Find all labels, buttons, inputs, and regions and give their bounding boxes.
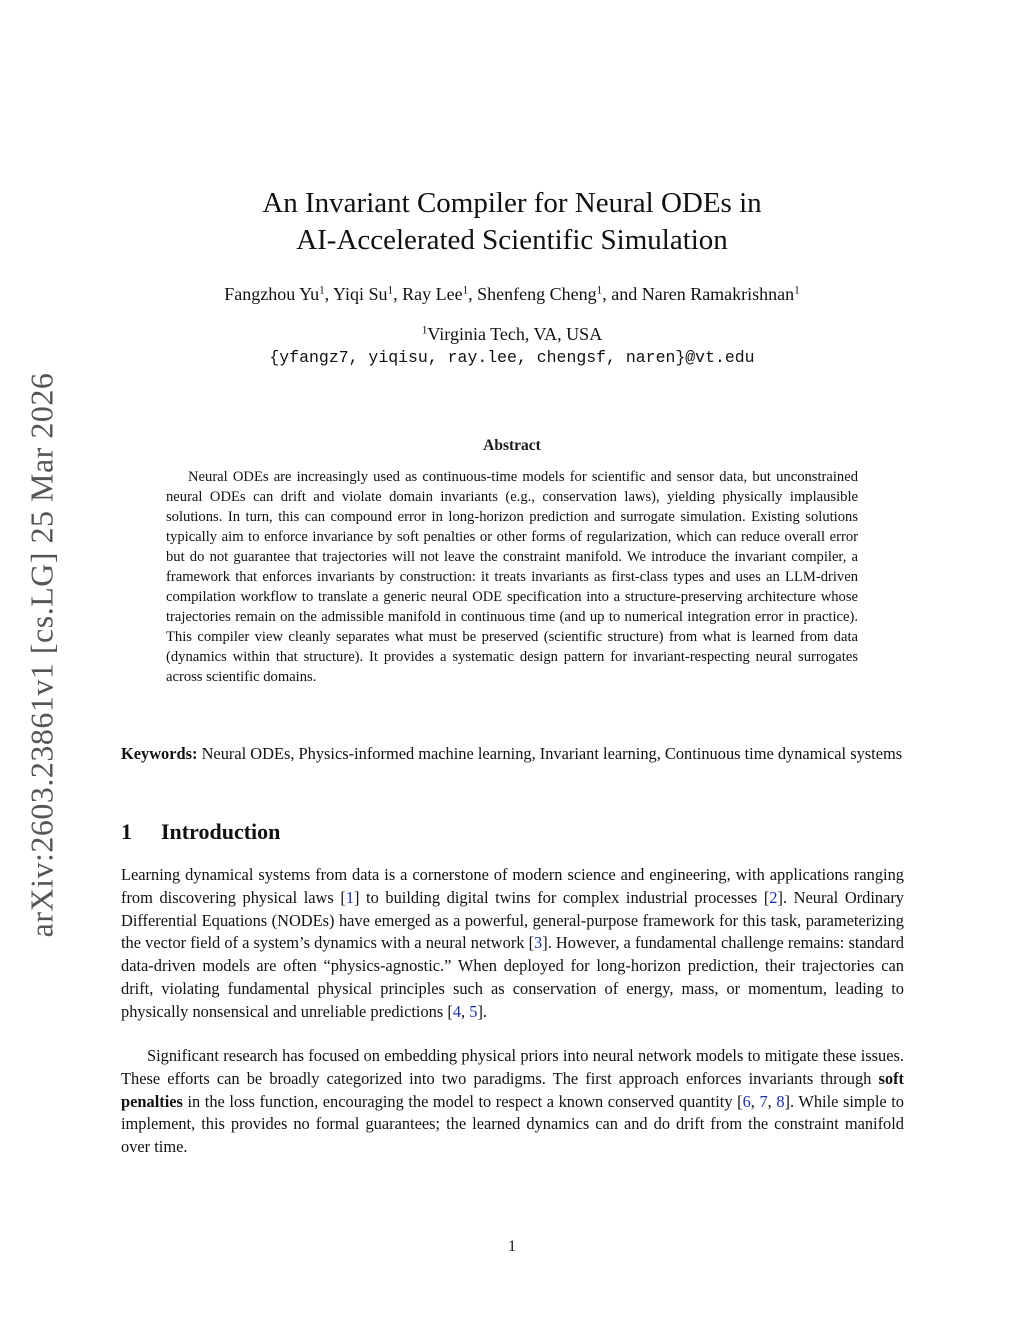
intro-paragraph-2	[121, 1045, 904, 1159]
citation-link[interactable]: 7	[759, 1091, 768, 1111]
author-separator: ,	[393, 284, 403, 304]
paragraph-text: ]. Neural Ordinary Differential Equations (NODEs) have emerged as a powerful, general-purpose framework for this task, parameterizing the vector field of a system’s dynamics with a neural network [	[121, 887, 904, 953]
author-separator: ,	[468, 284, 478, 304]
author-affiliation-mark: 1	[462, 284, 469, 297]
author-name: Ray Lee	[402, 284, 463, 304]
abstract-heading: Abstract	[483, 437, 541, 454]
abstract-body: Neural ODEs are increasingly used as continuous-time models for scientific and sensor data, but unconstrained neural ODEs can drift and violate domain invariants (e.g., conservation laws), yielding physically implausible solutions. In turn, this can compound error in long-horizon prediction and surrogate simulation. Existing solutions typically aim to enforce invariance by soft penalties or other forms of regularization, which can reduce overall error but do not guarantee that trajectories will not leave the constraint manifold. We introduce the invariant compiler, a framework that enforces invariants by construction: it treats invariants as first-class types and uses an LLM-driven compilation workflow to translate a generic neural ODE specification into a structure-preserving architecture whose trajectories remain on the admissible manifold in continuous time (and up to numerical integration error in practice). This compiler view cleanly separates what must be preserved (scientific structure) from what is learned from data (dynamics within that structure). It provides a systematic design pattern for invariant-respecting neural surrogates across scientific domains.	[166, 469, 858, 685]
author-name: Yiqi Su	[333, 284, 388, 304]
author-separator: ,	[324, 284, 333, 304]
paragraph-text: ] to building digital twins for complex industrial processes [	[354, 887, 770, 907]
paragraph-text: ].	[477, 1001, 487, 1021]
citation-link[interactable]: 1	[345, 887, 355, 907]
arxiv-sidebar-stamp: arXiv:2603.23861v1 [cs.LG] 25 Mar 2026	[23, 372, 60, 938]
paragraph-text: Learning dynamical systems from data is a cornerstone of modern science and engineering, with applications ranging from discovering physical laws [	[121, 865, 904, 907]
paragraph-text: ,	[767, 1091, 777, 1111]
paragraph-text: in the loss function, encouraging the model to respect a known conserved quantity [	[182, 1091, 743, 1111]
emphasis-text: soft penalties	[121, 1068, 904, 1111]
citation-link[interactable]: 5	[469, 1001, 478, 1021]
affiliation-mark: 1	[421, 324, 428, 337]
paragraph-text: ,	[750, 1091, 760, 1111]
section-heading-introduction	[121, 817, 280, 847]
keywords-text: Neural ODEs, Physics-informed machine learning, Invariant learning, Continuous time dynamical systems	[197, 744, 903, 763]
keywords-label: Keywords:	[121, 744, 198, 763]
section-title: Introduction	[161, 819, 281, 844]
citation-link[interactable]: 8	[776, 1091, 785, 1111]
author-list	[0, 282, 1024, 306]
paragraph-text: ]. While simple to implement, this provides no formal guarantees; the learned dynamics can and do drift from the constraint manifold over time.	[121, 1091, 904, 1157]
author-emails: {yfangz7, yiqisu, ray.lee, chengsf, naren}@vt.edu	[269, 348, 755, 367]
citation-link[interactable]: 6	[742, 1091, 751, 1111]
author-name: Naren Ramakrishnan	[641, 284, 795, 304]
keywords	[121, 742, 904, 765]
section-number: 1	[121, 819, 132, 844]
paragraph-text: ]. However, a fundamental challenge remains: standard data-driven models are often “physics-agnostic.” When deployed for long-horizon prediction, their trajectories can drift, violating fundamental physical principles such as conservation of energy, mass, or momentum, leading to physically nonsensical and unreliable predictions [	[121, 933, 904, 1021]
intro-paragraph-1	[121, 864, 904, 1024]
paragraph-text: ,	[461, 1001, 470, 1021]
author-separator: , and	[602, 284, 642, 304]
citation-link[interactable]: 3	[534, 933, 543, 953]
paper-title-line-1: An Invariant Compiler for Neural ODEs in	[262, 187, 762, 219]
author-affiliation-mark: 1	[319, 284, 325, 297]
citation-link[interactable]: 2	[769, 887, 778, 907]
author-affiliation-mark: 1	[794, 284, 800, 297]
page-number: 1	[508, 1238, 516, 1255]
paper-title-line-2: AI-Accelerated Scientific Simulation	[296, 224, 728, 256]
author-affiliation-mark: 1	[387, 284, 394, 297]
affiliation-text: Virginia Tech, VA, USA	[427, 324, 603, 344]
citation-link[interactable]: 4	[452, 1001, 462, 1021]
author-name: Fangzhou Yu	[224, 284, 320, 304]
author-name: Shenfeng Cheng	[477, 284, 597, 304]
affiliation	[0, 322, 1024, 346]
paragraph-text: Significant research has focused on embedding physical priors into neural network models to mitigate these issues. These efforts can be broadly categorized into two paradigms. The first approach enforces invariants through	[121, 1046, 904, 1088]
author-affiliation-mark: 1	[596, 284, 603, 297]
